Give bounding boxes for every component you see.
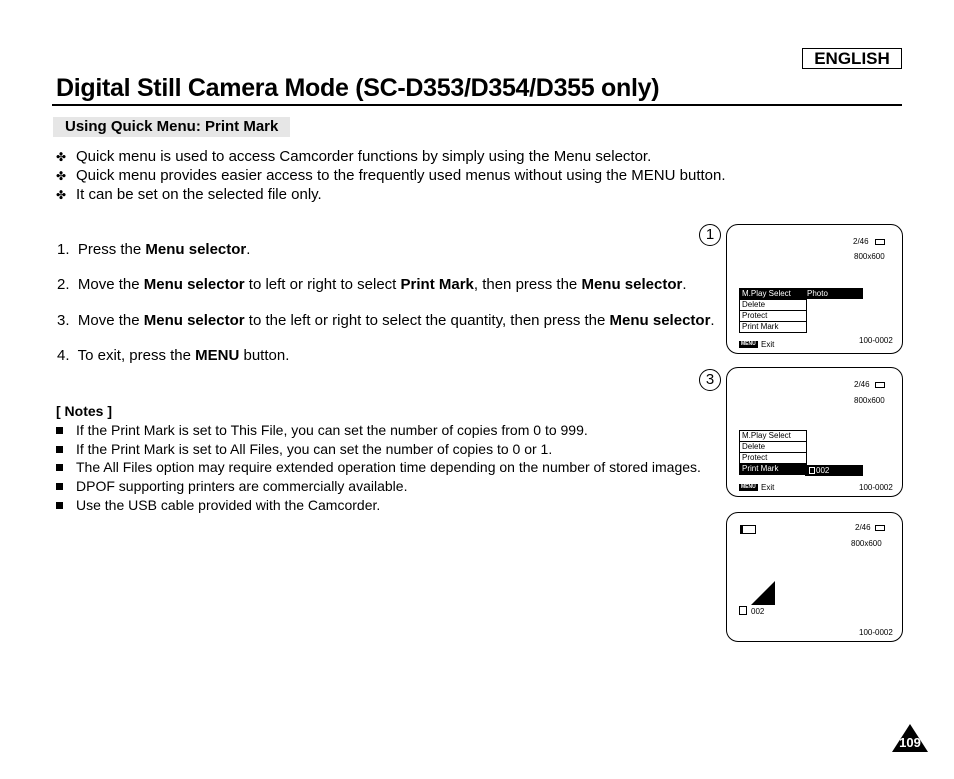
mark-arrow-icon [747, 579, 777, 609]
square-bullet-icon [56, 483, 63, 490]
menu-button-icon: MENU [741, 341, 756, 347]
step-3: 3. Move the Menu selector to the left or right to select the quantity, then press the Menu selector. [57, 312, 715, 329]
exit-label: Exit [761, 483, 775, 492]
title-rule [52, 104, 902, 106]
copies-count: 002 [751, 607, 765, 616]
square-bullet-icon [56, 502, 63, 509]
lcd-screen-2 [726, 367, 903, 497]
image-counter: 2/46 [855, 523, 871, 532]
language-label: ENGLISH [802, 48, 902, 69]
bullet-mark-icon: ✤ [56, 150, 67, 164]
menu-item: Print Mark [742, 322, 779, 331]
bullet-mark-icon: ✤ [56, 188, 67, 202]
menu-item: Print Mark [740, 464, 806, 474]
bullet-item: ✤ Quick menu provides easier access to the frequently used menus without using the MENU button. [56, 167, 726, 184]
memory-card-icon [875, 382, 885, 388]
note-item: If the Print Mark is set to This File, you can set the number of copies from 0 to 999. [56, 422, 588, 438]
step-badge: 3 [699, 369, 721, 391]
square-bullet-icon [56, 464, 63, 471]
section-subtitle: Using Quick Menu: Print Mark [53, 117, 290, 137]
image-size: 800x600 [854, 252, 885, 261]
submenu-highlight: 002 [805, 465, 863, 476]
exit-label: Exit [761, 340, 775, 349]
print-icon [809, 467, 815, 474]
step-2: 2. Move the Menu selector to left or right to select Print Mark, then press the Menu selector. [57, 276, 687, 293]
step-badge: 1 [699, 224, 721, 246]
menu-item: Delete [740, 300, 806, 311]
memory-card-icon [875, 239, 885, 245]
bullet-item: ✤ Quick menu is used to access Camcorder functions by simply using the Menu selector. [56, 148, 652, 165]
square-bullet-icon [56, 427, 63, 434]
submenu-highlight: Photo [805, 288, 863, 299]
page-number: 109 [899, 735, 921, 750]
image-size: 800x600 [851, 539, 882, 548]
menu-item: Delete [740, 442, 806, 453]
image-size: 800x600 [854, 396, 885, 405]
battery-icon [740, 525, 756, 534]
note-item: Use the USB cable provided with the Camcorder. [56, 497, 380, 513]
lcd-screen-3 [726, 512, 903, 642]
file-number: 100-0002 [859, 628, 893, 637]
step-4: 4. To exit, press the MENU button. [57, 347, 290, 364]
quick-menu [739, 430, 807, 475]
image-counter: 2/46 [854, 380, 870, 389]
menu-item: Protect [740, 453, 806, 464]
menu-button-icon: MENU [741, 484, 756, 490]
image-counter: 2/46 [853, 237, 869, 246]
file-number: 100-0002 [859, 336, 893, 345]
menu-item: M.Play Select [740, 431, 806, 442]
note-item: DPOF supporting printers are commercially available. [56, 478, 407, 494]
square-bullet-icon [56, 446, 63, 453]
bullet-item: ✤ It can be set on the selected file only. [56, 186, 322, 203]
bullet-mark-icon: ✤ [56, 169, 67, 183]
step-1: 1. Press the Menu selector. [57, 241, 251, 258]
menu-item: Protect [740, 311, 806, 322]
quick-menu [739, 288, 807, 333]
menu-item: M.Play Select [740, 289, 806, 300]
memory-card-icon [875, 525, 885, 531]
print-icon [739, 606, 747, 615]
page-title: Digital Still Camera Mode (SC-D353/D354/D355 only) [56, 74, 660, 102]
lcd-screen-1 [726, 224, 903, 354]
note-item: The All Files option may require extended operation time depending on the number of stored images. [56, 459, 701, 475]
note-item: If the Print Mark is set to All Files, you can set the number of copies to 0 or 1. [56, 441, 552, 457]
file-number: 100-0002 [859, 483, 893, 492]
notes-heading: [ Notes ] [56, 403, 112, 419]
